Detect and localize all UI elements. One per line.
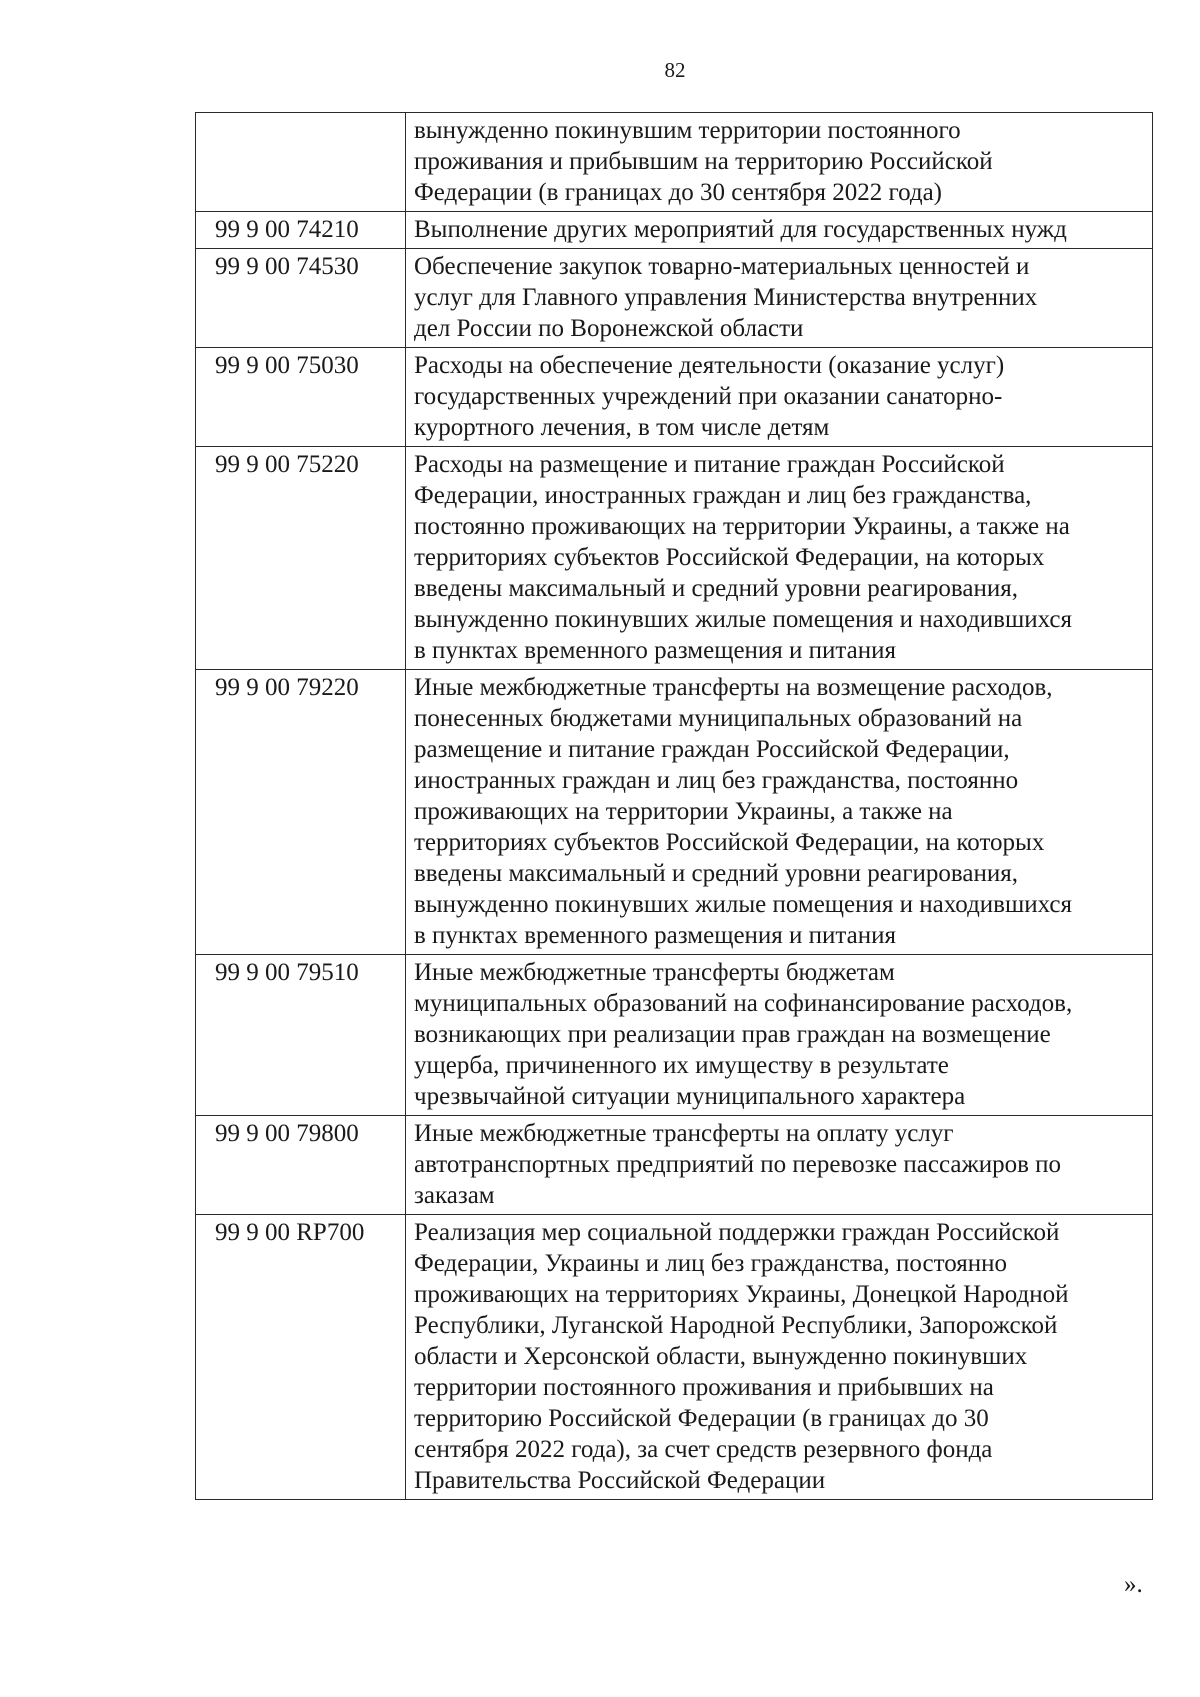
description-line: проживания и прибывшим на территорию Российской — [414, 148, 993, 175]
description-line: Федерации (в границах до 30 сентября 2022 года) — [414, 179, 942, 206]
description-line: понесенных бюджетами муниципальных образований на — [414, 705, 1023, 732]
description-line: курортного лечения, в том числе детям — [414, 414, 830, 441]
table-row — [196, 1116, 1153, 1215]
description-cell — [406, 113, 1153, 212]
description-line: иностранных граждан и лиц без гражданства, постоянно — [414, 767, 1019, 794]
table-row — [196, 113, 1153, 212]
description-line: Республики, Луганской Народной Республики, Запорожской — [414, 1312, 1058, 1339]
table-row — [196, 955, 1153, 1116]
description-cell — [406, 348, 1153, 447]
description-line: Обеспечение закупок товарно-материальных ценностей и — [414, 253, 1030, 280]
description-line: Иные межбюджетные трансферты на оплату услуг — [414, 1120, 954, 1147]
table-row — [196, 670, 1153, 955]
description-line: проживающих на территории Украины, а также на — [414, 798, 953, 825]
budget-code-cell: 99 9 00 RP700 — [196, 1215, 406, 1500]
description-line: услуг для Главного управления Министерства внутренних — [414, 284, 1038, 311]
budget-code-cell: 99 9 00 74530 — [196, 249, 406, 348]
description-line: чрезвычайной ситуации муниципального характера — [414, 1083, 966, 1110]
budget-code-cell: 99 9 00 74210 — [196, 212, 406, 249]
table-row — [196, 249, 1153, 348]
closing-quote: ». — [1124, 1571, 1143, 1598]
description-line: проживающих на территориях Украины, Донецкой Народной — [414, 1281, 1069, 1308]
budget-code-cell: 99 9 00 75030 — [196, 348, 406, 447]
description-cell — [406, 1215, 1153, 1500]
budget-classification-table — [195, 112, 1153, 1500]
description-line: территории постоянного проживания и прибывших на — [414, 1374, 994, 1401]
table-row — [196, 212, 1153, 249]
description-line: в пунктах временного размещения и питания — [414, 922, 897, 949]
description-line: Правительства Российской Федерации — [414, 1467, 826, 1494]
description-line: автотранспортных предприятий по перевозке пассажиров по — [414, 1151, 1062, 1178]
description-line: Федерации, Украины и лиц без гражданства, постоянно — [414, 1250, 1008, 1277]
description-line: постоянно проживающих на территории Украины, а также на — [414, 513, 1070, 540]
table-row — [196, 348, 1153, 447]
budget-code-cell: 99 9 00 79220 — [196, 670, 406, 955]
description-line: Расходы на обеспечение деятельности (оказание услуг) — [414, 352, 1005, 379]
table-body — [196, 113, 1153, 1500]
description-line: Федерации, иностранных граждан и лиц без гражданства, — [414, 482, 1032, 509]
budget-code-cell: 99 9 00 79800 — [196, 1116, 406, 1215]
description-line: Расходы на размещение и питание граждан Российской — [414, 451, 1005, 478]
description-line: заказам — [414, 1182, 495, 1209]
description-line: дел России по Воронежской области — [414, 315, 804, 342]
description-cell — [406, 249, 1153, 348]
description-line: сентября 2022 года), за счет средств резервного фонда — [414, 1436, 993, 1463]
description-cell — [406, 212, 1153, 249]
budget-code-cell: 99 9 00 75220 — [196, 447, 406, 670]
description-line: размещение и питание граждан Российской Федерации, — [414, 736, 1010, 763]
description-line: муниципальных образований на софинансирование расходов, — [414, 990, 1073, 1017]
description-line: территорию Российской Федерации (в границах до 30 — [414, 1405, 989, 1432]
description-line: ущерба, причиненного их имуществу в результате — [414, 1052, 949, 1079]
description-line: области и Херсонской области, вынужденно покинувших — [414, 1343, 1028, 1370]
page-number: 82 — [664, 58, 686, 82]
description-line: Иные межбюджетные трансферты бюджетам — [414, 959, 895, 986]
description-cell — [406, 670, 1153, 955]
description-line: Иные межбюджетные трансферты на возмещение расходов, — [414, 674, 1053, 701]
description-line: вынужденно покинувших жилые помещения и находившихся — [414, 891, 1072, 918]
description-line: в пунктах временного размещения и питания — [414, 637, 897, 664]
description-line: вынужденно покинувшим территории постоянного — [414, 117, 961, 144]
description-line: вынужденно покинувших жилые помещения и находившихся — [414, 606, 1072, 633]
description-line: территориях субъектов Российской Федерации, на которых — [414, 829, 1045, 856]
description-line: возникающих при реализации прав граждан на возмещение — [414, 1021, 1051, 1048]
description-line: Выполнение других мероприятий для государственных нужд — [414, 216, 1067, 243]
description-cell — [406, 955, 1153, 1116]
table-row — [196, 447, 1153, 670]
budget-code-cell — [196, 113, 406, 212]
description-cell — [406, 1116, 1153, 1215]
description-line: территориях субъектов Российской Федерации, на которых — [414, 544, 1045, 571]
description-line: Реализация мер социальной поддержки граждан Российской — [414, 1219, 1060, 1246]
description-line: введены максимальный и средний уровни реагирования, — [414, 860, 1018, 887]
description-line: государственных учреждений при оказании санаторно- — [414, 383, 1003, 410]
description-cell — [406, 447, 1153, 670]
table-row — [196, 1215, 1153, 1500]
description-line: введены максимальный и средний уровни реагирования, — [414, 575, 1018, 602]
budget-code-cell: 99 9 00 79510 — [196, 955, 406, 1116]
